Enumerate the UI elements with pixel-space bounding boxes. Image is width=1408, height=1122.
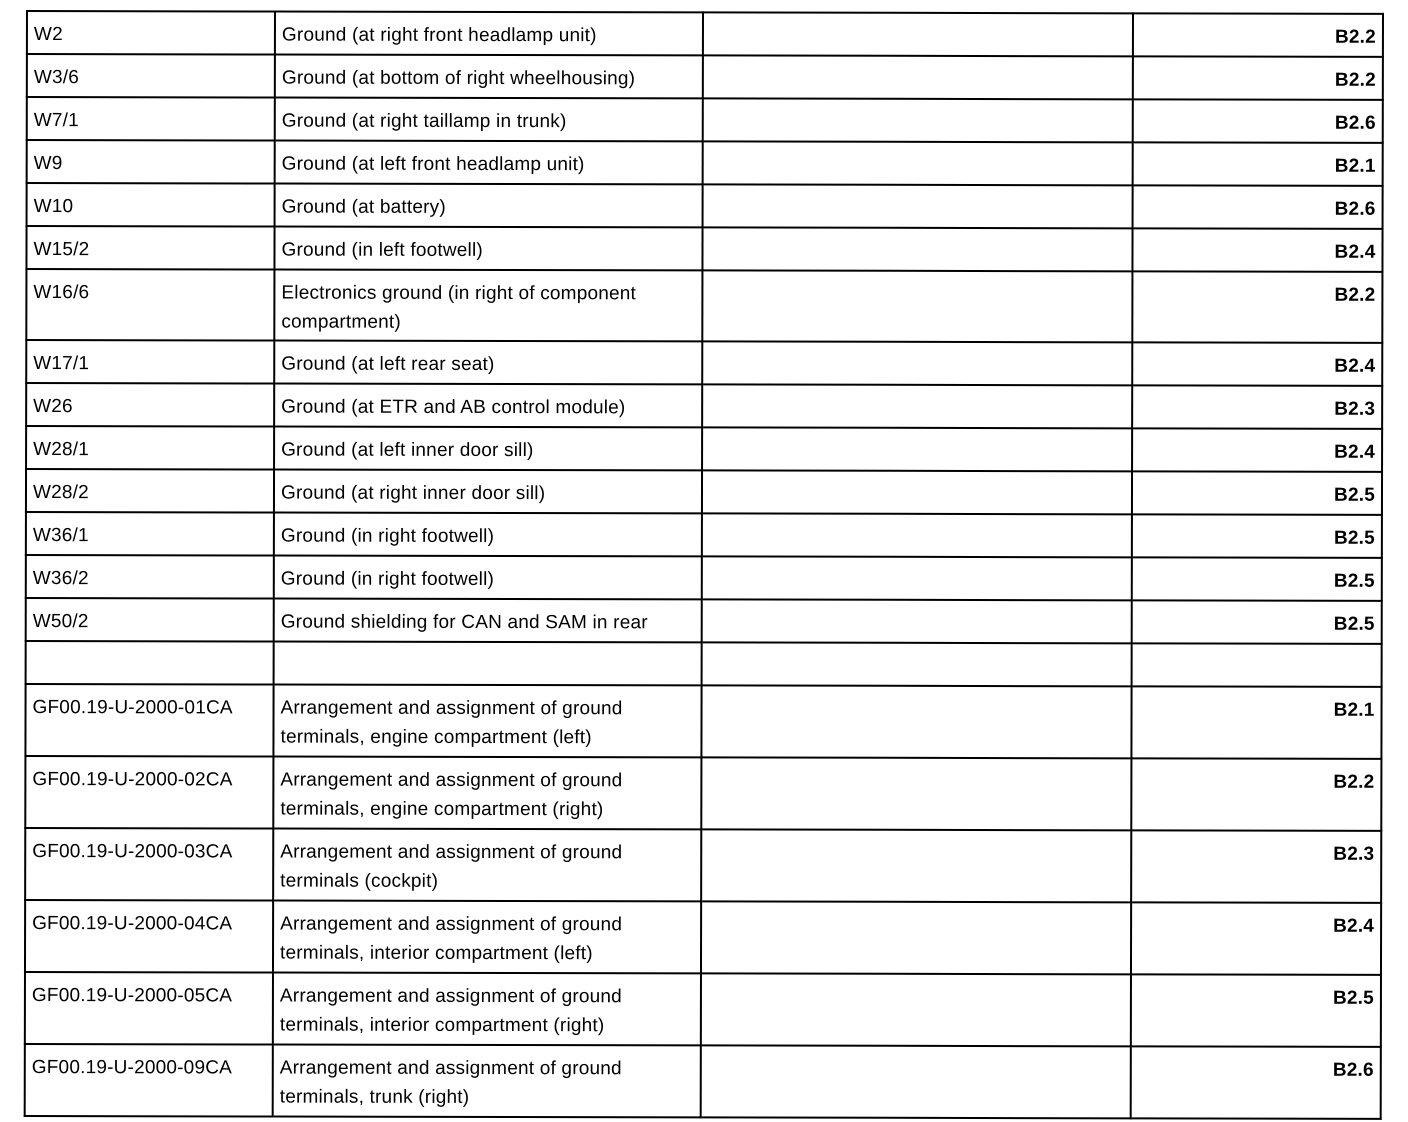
section-reference [1132,643,1382,687]
table-row [25,972,1381,1047]
ground-code: W7/1 [27,97,275,141]
table-row [25,1044,1381,1119]
blank-cell [701,757,1131,830]
table-row [26,469,1382,515]
document-code: GF00.19-U-2000-04CA [25,900,273,973]
section-reference: B2.2 [1131,758,1381,831]
document-description: Arrangement and assignment of ground terminals, engine compartment (left) [273,685,701,758]
document-description: Arrangement and assignment of ground terminals, interior compartment (left) [273,901,701,974]
section-reference: B2.4 [1131,902,1381,975]
ground-description: Ground (in left footwell) [274,227,702,271]
table-row [25,828,1381,903]
document-description: Arrangement and assignment of ground terminals, interior compartment (right) [273,973,701,1046]
table-row [25,684,1381,759]
ground-code: W2 [27,11,275,55]
table-row [26,555,1382,601]
section-reference: B2.4 [1132,342,1382,386]
ground-code: W9 [27,140,275,184]
section-reference: B2.4 [1132,228,1382,272]
ground-code: W36/1 [26,512,274,556]
table-row [25,756,1381,831]
blank-cell [702,556,1132,600]
ground-code: W16/6 [26,269,274,341]
section-reference: B2.6 [1133,99,1383,143]
ground-description: Ground (at bottom of right wheelhousing) [275,55,703,99]
ground-description: Ground (at right taillamp in trunk) [275,98,703,142]
ground-code: W28/2 [26,469,274,513]
ground-code: W26 [26,383,274,427]
document-code: GF00.19-U-2000-05CA [25,972,273,1045]
document-code: GF00.19-U-2000-09CA [25,1044,273,1117]
ground-code: W50/2 [26,598,274,642]
table-row [26,426,1382,472]
ground-description [274,642,702,686]
section-reference: B2.5 [1132,557,1382,601]
ground-code: W36/2 [26,555,274,599]
blank-cell [702,384,1132,428]
ground-description: Ground (at ETR and AB control module) [274,384,702,428]
ground-description: Ground (at left front headlamp unit) [275,141,703,185]
blank-cell [702,227,1132,271]
section-reference: B2.4 [1132,428,1382,472]
table-row [26,269,1382,343]
blank-cell [703,98,1133,142]
blank-cell [702,513,1132,557]
ground-description: Ground (at battery) [275,184,703,228]
blank-cell [701,901,1131,974]
ground-description: Ground (at left inner door sill) [274,427,702,471]
document-description: Arrangement and assignment of ground terminals, engine compartment (right) [273,757,701,830]
section-reference: B2.3 [1132,385,1382,429]
ground-points-table-sheet [26,10,1382,1117]
blank-cell [702,470,1132,514]
section-reference: B2.6 [1133,185,1383,229]
section-reference: B2.3 [1131,830,1381,903]
blank-cell [702,341,1132,385]
section-reference: B2.5 [1132,600,1382,644]
table-row [27,140,1383,186]
table-row [26,340,1382,386]
blank-cell [701,685,1131,758]
ground-description: Electronics ground (in right of component compartment) [274,270,702,342]
document-code: GF00.19-U-2000-03CA [25,828,273,901]
ground-code: W17/1 [26,340,274,384]
section-reference: B2.5 [1131,974,1381,1047]
ground-description: Ground (at right inner door sill) [274,470,702,514]
table-row [27,183,1383,229]
blank-cell [703,12,1133,56]
blank-cell [701,829,1131,902]
table-row [26,598,1382,644]
table-row [27,97,1383,143]
document-code: GF00.19-U-2000-01CA [25,684,273,757]
blank-cell [701,973,1131,1046]
table-row [27,54,1383,100]
section-reference: B2.5 [1132,514,1382,558]
ground-description: Ground (at left rear seat) [274,341,702,385]
table-row-empty [26,641,1382,687]
document-description: Arrangement and assignment of ground terminals, trunk (right) [273,1045,701,1118]
ground-code: W15/2 [26,226,274,270]
section-reference: B2.2 [1133,56,1383,100]
section-reference: B2.1 [1133,142,1383,186]
blank-cell [702,270,1132,342]
blank-cell [701,1045,1131,1118]
table-row [26,383,1382,429]
blank-cell [703,184,1133,228]
table-row [27,11,1383,57]
table-row [26,226,1382,272]
blank-cell [703,141,1133,185]
ground-description: Ground (at right front headlamp unit) [275,12,703,56]
section-reference: B2.2 [1133,13,1383,57]
blank-cell [702,427,1132,471]
document-code: GF00.19-U-2000-02CA [25,756,273,829]
ground-points-table [24,10,1384,1120]
section-reference: B2.1 [1131,686,1381,759]
section-reference: B2.2 [1132,271,1382,343]
ground-description: Ground (in right footwell) [274,556,702,600]
ground-code: W28/1 [26,426,274,470]
section-reference: B2.6 [1131,1046,1381,1119]
ground-description: Ground shielding for CAN and SAM in rear [274,599,702,643]
blank-cell [702,599,1132,643]
ground-code [26,641,274,685]
section-reference: B2.5 [1132,471,1382,515]
table-row [26,512,1382,558]
blank-cell [702,642,1132,686]
table-row [25,900,1381,975]
ground-description: Ground (in right footwell) [274,513,702,557]
ground-code: W3/6 [27,54,275,98]
document-description: Arrangement and assignment of ground terminals (cockpit) [273,829,701,902]
ground-code: W10 [27,183,275,227]
blank-cell [703,55,1133,99]
